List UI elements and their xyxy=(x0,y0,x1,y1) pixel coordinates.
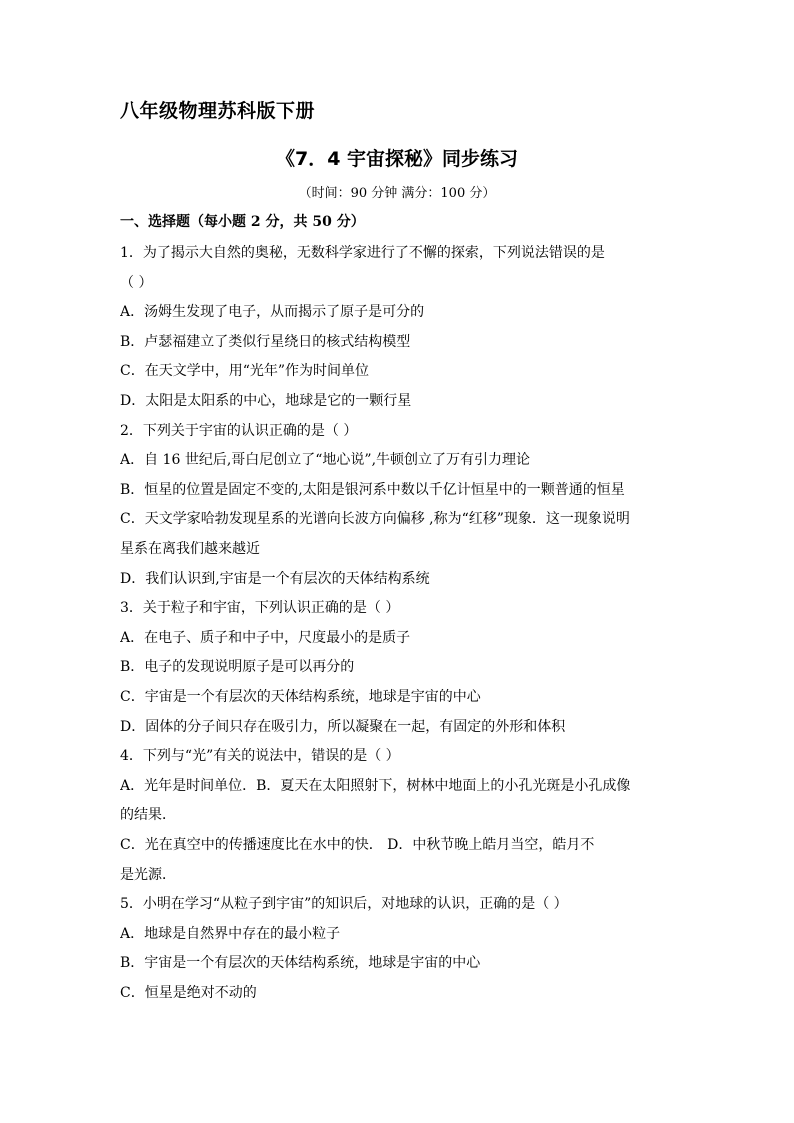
document-subtitle: 八年级物理苏科版下册 xyxy=(120,100,316,122)
question-line: 2．下列关于宇宙的认识正确的是（ ） xyxy=(120,422,358,439)
question-line: 的结果． xyxy=(120,807,176,824)
question-line: A．汤姆生发现了电子，从而揭示了原子是可分的 xyxy=(120,304,425,321)
question-line: C．恒星是绝对不动的 xyxy=(120,985,257,1001)
question-line: A．光年是时间单位．B．夏天在太阳照射下，树林中地面上的小孔光斑是小孔成像 xyxy=(120,777,631,794)
question-line: C．光在真空中的传播速度比在水中的快． D．中秋节晚上皓月当空，皓月不 xyxy=(120,837,595,853)
question-line: B．宇宙是一个有层次的天体结构系统，地球是宇宙的中心 xyxy=(120,955,481,972)
question-line: （ ） xyxy=(120,274,153,291)
question-line: 3．关于粒子和宇宙，下列认识正确的是（ ） xyxy=(120,600,400,617)
question-line: 5．小明在学习“从粒子到宇宙”的知识后，对地球的认识，正确的是（ ） xyxy=(120,896,568,913)
question-line: B．恒星的位置是固定不变的,太阳是银河系中数以千亿计恒星中的一颗普通的恒星 xyxy=(120,481,625,498)
question-line: C．在天文学中，用“光年”作为时间单位 xyxy=(120,363,370,380)
question-line: C．天文学家哈勃发现星系的光谱向长波方向偏移 ,称为“红移”现象．这一现象说明 xyxy=(120,511,630,528)
document-title: 《7．4 宇宙探秘》同步练习 xyxy=(275,148,519,170)
question-line: 4．下列与“光”有关的说法中，错误的是（ ） xyxy=(120,748,400,765)
question-line: A．在电子、质子和中子中，尺度最小的是质子 xyxy=(120,629,411,646)
section-heading: 一、选择题（每小题 2 分，共 50 分） xyxy=(120,214,365,230)
question-line: 是光源． xyxy=(120,866,176,883)
question-line: B．电子的发现说明原子是可以再分的 xyxy=(120,659,355,676)
question-line: B．卢瑟福建立了类似行星绕日的核式结构模型 xyxy=(120,333,411,350)
question-line: D．固体的分子间只存在吸引力，所以凝聚在一起，有固定的外形和体积 xyxy=(120,718,566,735)
question-line: C．宇宙是一个有层次的天体结构系统，地球是宇宙的中心 xyxy=(120,689,481,705)
question-line: A．地球是自然界中存在的最小粒子 xyxy=(120,925,341,942)
question-line: D．太阳是太阳系的中心，地球是它的一颗行星 xyxy=(120,393,412,409)
question-line: D．我们认识到,宇宙是一个有层次的天体结构系统 xyxy=(120,570,430,587)
question-line: 1．为了揭示大自然的奥秘，无数科学家进行了不懈的探索，下列说法错误的是 xyxy=(120,245,605,261)
question-line: 星系在离我们越来越近 xyxy=(120,541,260,557)
question-line: A．自 16 世纪后,哥白尼创立了“地心说”,牛顿创立了万有引力理论 xyxy=(120,452,531,469)
time-and-score-info: （时间：90 分钟 满分：100 分） xyxy=(298,186,496,201)
